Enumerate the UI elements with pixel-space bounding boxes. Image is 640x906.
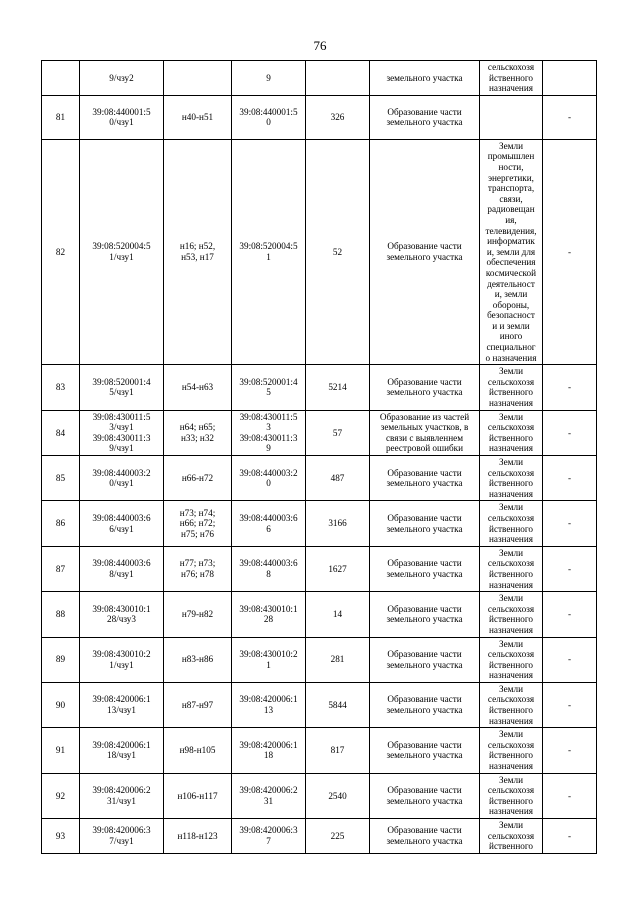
- area-value-cell: 3166: [306, 501, 370, 546]
- table-row: [42, 456, 597, 501]
- cadastral-number-cell: 39:08:430011:5 3 39:08:430011:3 9: [232, 410, 306, 455]
- boundary-points-cell: н66-н72: [164, 456, 232, 501]
- land-category-cell: Земли сельскохозя йственного: [480, 819, 543, 854]
- land-category-cell: Земли сельскохозя йственного назначения: [480, 682, 543, 727]
- boundary-points-cell: н106-н117: [164, 773, 232, 818]
- cadastral-number-cell: 39:08:430010:2 1: [232, 637, 306, 682]
- boundary-points-cell: н16; н52, н53, н17: [164, 139, 232, 364]
- land-category-cell: Земли сельскохозя йственного назначения: [480, 546, 543, 591]
- table-row: [42, 546, 597, 591]
- table-row: [42, 773, 597, 818]
- table-row: [42, 365, 597, 410]
- cadastral-number-cell: 39:08:520004:5 1: [232, 139, 306, 364]
- land-category-cell: Земли сельскохозя йственного назначения: [480, 410, 543, 455]
- cadastral-number-cell: 39:08:440003:6 8: [232, 546, 306, 591]
- row-number-cell: 88: [42, 592, 80, 637]
- land-category-cell: Земли сельскохозя йственного назначения: [480, 456, 543, 501]
- boundary-points-cell: н118-н123: [164, 819, 232, 854]
- row-number-cell: 81: [42, 95, 80, 139]
- table-row: [42, 95, 597, 139]
- cadastral-number-cell: 39:08:430010:1 28: [232, 592, 306, 637]
- cadastral-part-number-cell: 39:08:420006:2 31/чзу1: [80, 773, 164, 818]
- note-cell: -: [543, 773, 597, 818]
- note-cell: -: [543, 819, 597, 854]
- cadastral-part-number-cell: 39:08:420006:1 13/чзу1: [80, 682, 164, 727]
- table-body: [42, 61, 597, 854]
- note-cell: -: [543, 456, 597, 501]
- operation-description-cell: Образование части земельного участка: [370, 365, 480, 410]
- operation-description-cell: Образование из частей земельных участков, в связи с выявленнем реестровой ошибки: [370, 410, 480, 455]
- land-category-cell: Земли сельскохозя йственного назначения: [480, 592, 543, 637]
- boundary-points-cell: н73; н74; н66; н72; н75; н76: [164, 501, 232, 546]
- table-row: [42, 61, 597, 96]
- table-row: [42, 682, 597, 727]
- cadastral-part-number-cell: 39:08:440001:5 0/чзу1: [80, 95, 164, 139]
- note-cell: -: [543, 501, 597, 546]
- cadastral-number-cell: 39:08:420006:2 31: [232, 773, 306, 818]
- cadastral-number-cell: 39:08:420006:1 18: [232, 728, 306, 773]
- area-value-cell: 817: [306, 728, 370, 773]
- land-category-cell: Земли сельскохозя йственного назначения: [480, 773, 543, 818]
- operation-description-cell: Образование части земельного участка: [370, 501, 480, 546]
- area-value-cell: 1627: [306, 546, 370, 591]
- area-value-cell: 281: [306, 637, 370, 682]
- note-cell: -: [543, 637, 597, 682]
- cadastral-number-cell: 9: [232, 61, 306, 96]
- area-value-cell: 225: [306, 819, 370, 854]
- cadastral-part-number-cell: 39:08:420006:3 7/чзу1: [80, 819, 164, 854]
- operation-description-cell: Образование части земельного участка: [370, 637, 480, 682]
- row-number-cell: 82: [42, 139, 80, 364]
- operation-description-cell: Образование части земельного участка: [370, 728, 480, 773]
- note-cell: -: [543, 592, 597, 637]
- cadastral-part-number-cell: 39:08:520004:5 1/чзу1: [80, 139, 164, 364]
- boundary-points-cell: н79-н82: [164, 592, 232, 637]
- row-number-cell: 89: [42, 637, 80, 682]
- table-row: [42, 728, 597, 773]
- table-row: [42, 637, 597, 682]
- area-value-cell: 57: [306, 410, 370, 455]
- cadastral-part-number-cell: 39:08:430010:2 1/чзу1: [80, 637, 164, 682]
- cadastral-number-cell: 39:08:520001:4 5: [232, 365, 306, 410]
- cadastral-part-number-cell: 39:08:420006:1 18/чзу1: [80, 728, 164, 773]
- boundary-points-cell: н98-н105: [164, 728, 232, 773]
- land-parcels-table: [41, 60, 597, 854]
- note-cell: -: [543, 95, 597, 139]
- table-row: [42, 592, 597, 637]
- land-category-cell: сельскохозя йственного назначения: [480, 61, 543, 96]
- operation-description-cell: Образование части земельного участка: [370, 682, 480, 727]
- cadastral-part-number-cell: 39:08:430010:1 28/чзу3: [80, 592, 164, 637]
- note-cell: [543, 61, 597, 96]
- note-cell: -: [543, 682, 597, 727]
- page-number: 76: [313, 38, 327, 53]
- row-number-cell: 83: [42, 365, 80, 410]
- row-number-cell: 90: [42, 682, 80, 727]
- land-category-cell: Земли сельскохозя йственного назначения: [480, 637, 543, 682]
- cadastral-number-cell: 39:08:440003:6 6: [232, 501, 306, 546]
- row-number-cell: 86: [42, 501, 80, 546]
- operation-description-cell: земельного участка: [370, 61, 480, 96]
- boundary-points-cell: н87-н97: [164, 682, 232, 727]
- area-value-cell: [306, 61, 370, 96]
- table-row: [42, 410, 597, 455]
- cadastral-number-cell: 39:08:420006:1 13: [232, 682, 306, 727]
- operation-description-cell: Образование части земельного участка: [370, 819, 480, 854]
- operation-description-cell: Образование части земельного участка: [370, 456, 480, 501]
- cadastral-number-cell: 39:08:440003:2 0: [232, 456, 306, 501]
- note-cell: -: [543, 728, 597, 773]
- boundary-points-cell: н83-н86: [164, 637, 232, 682]
- operation-description-cell: Образование части земельного участка: [370, 546, 480, 591]
- cadastral-part-number-cell: 39:08:440003:6 6/чзу1: [80, 501, 164, 546]
- row-number-cell: 91: [42, 728, 80, 773]
- area-value-cell: 2540: [306, 773, 370, 818]
- land-category-cell: [480, 95, 543, 139]
- area-value-cell: 487: [306, 456, 370, 501]
- note-cell: -: [543, 365, 597, 410]
- area-value-cell: 326: [306, 95, 370, 139]
- cadastral-part-number-cell: 9/чзу2: [80, 61, 164, 96]
- note-cell: -: [543, 546, 597, 591]
- land-category-cell: Земли сельскохозя йственного назначения: [480, 365, 543, 410]
- row-number-cell: 87: [42, 546, 80, 591]
- row-number-cell: 85: [42, 456, 80, 501]
- operation-description-cell: Образование части земельного участка: [370, 139, 480, 364]
- row-number-cell: [42, 61, 80, 96]
- boundary-points-cell: н54-н63: [164, 365, 232, 410]
- boundary-points-cell: н64; н65; н33; н32: [164, 410, 232, 455]
- land-category-cell: Земли сельскохозя йственного назначения: [480, 501, 543, 546]
- row-number-cell: 84: [42, 410, 80, 455]
- table-row: [42, 139, 597, 364]
- cadastral-number-cell: 39:08:420006:3 7: [232, 819, 306, 854]
- land-category-cell: Земли промышлен ности, энергетики, транспорта, связи, радиовещан ия, телевидения, информатик и, земли для обеспечения космической деятельност и, земли обороны, безопасност и и земли иного специальног о назначения: [480, 139, 543, 364]
- area-value-cell: 5214: [306, 365, 370, 410]
- note-cell: -: [543, 139, 597, 364]
- area-value-cell: 14: [306, 592, 370, 637]
- cadastral-part-number-cell: 39:08:520001:4 5/чзу1: [80, 365, 164, 410]
- cadastral-part-number-cell: 39:08:440003:2 0/чзу1: [80, 456, 164, 501]
- land-category-cell: Земли сельскохозя йственного назначения: [480, 728, 543, 773]
- note-cell: -: [543, 410, 597, 455]
- area-value-cell: 52: [306, 139, 370, 364]
- cadastral-part-number-cell: 39:08:430011:5 3/чзу1 39:08:430011:3 9/чзу1: [80, 410, 164, 455]
- table-row: [42, 501, 597, 546]
- operation-description-cell: Образование части земельного участка: [370, 773, 480, 818]
- table-row: [42, 819, 597, 854]
- boundary-points-cell: [164, 61, 232, 96]
- operation-description-cell: Образование части земельного участка: [370, 592, 480, 637]
- row-number-cell: 93: [42, 819, 80, 854]
- cadastral-part-number-cell: 39:08:440003:6 8/чзу1: [80, 546, 164, 591]
- boundary-points-cell: н40-н51: [164, 95, 232, 139]
- area-value-cell: 5844: [306, 682, 370, 727]
- operation-description-cell: Образование части земельного участка: [370, 95, 480, 139]
- boundary-points-cell: н77; н73; н76; н78: [164, 546, 232, 591]
- cadastral-number-cell: 39:08:440001:5 0: [232, 95, 306, 139]
- row-number-cell: 92: [42, 773, 80, 818]
